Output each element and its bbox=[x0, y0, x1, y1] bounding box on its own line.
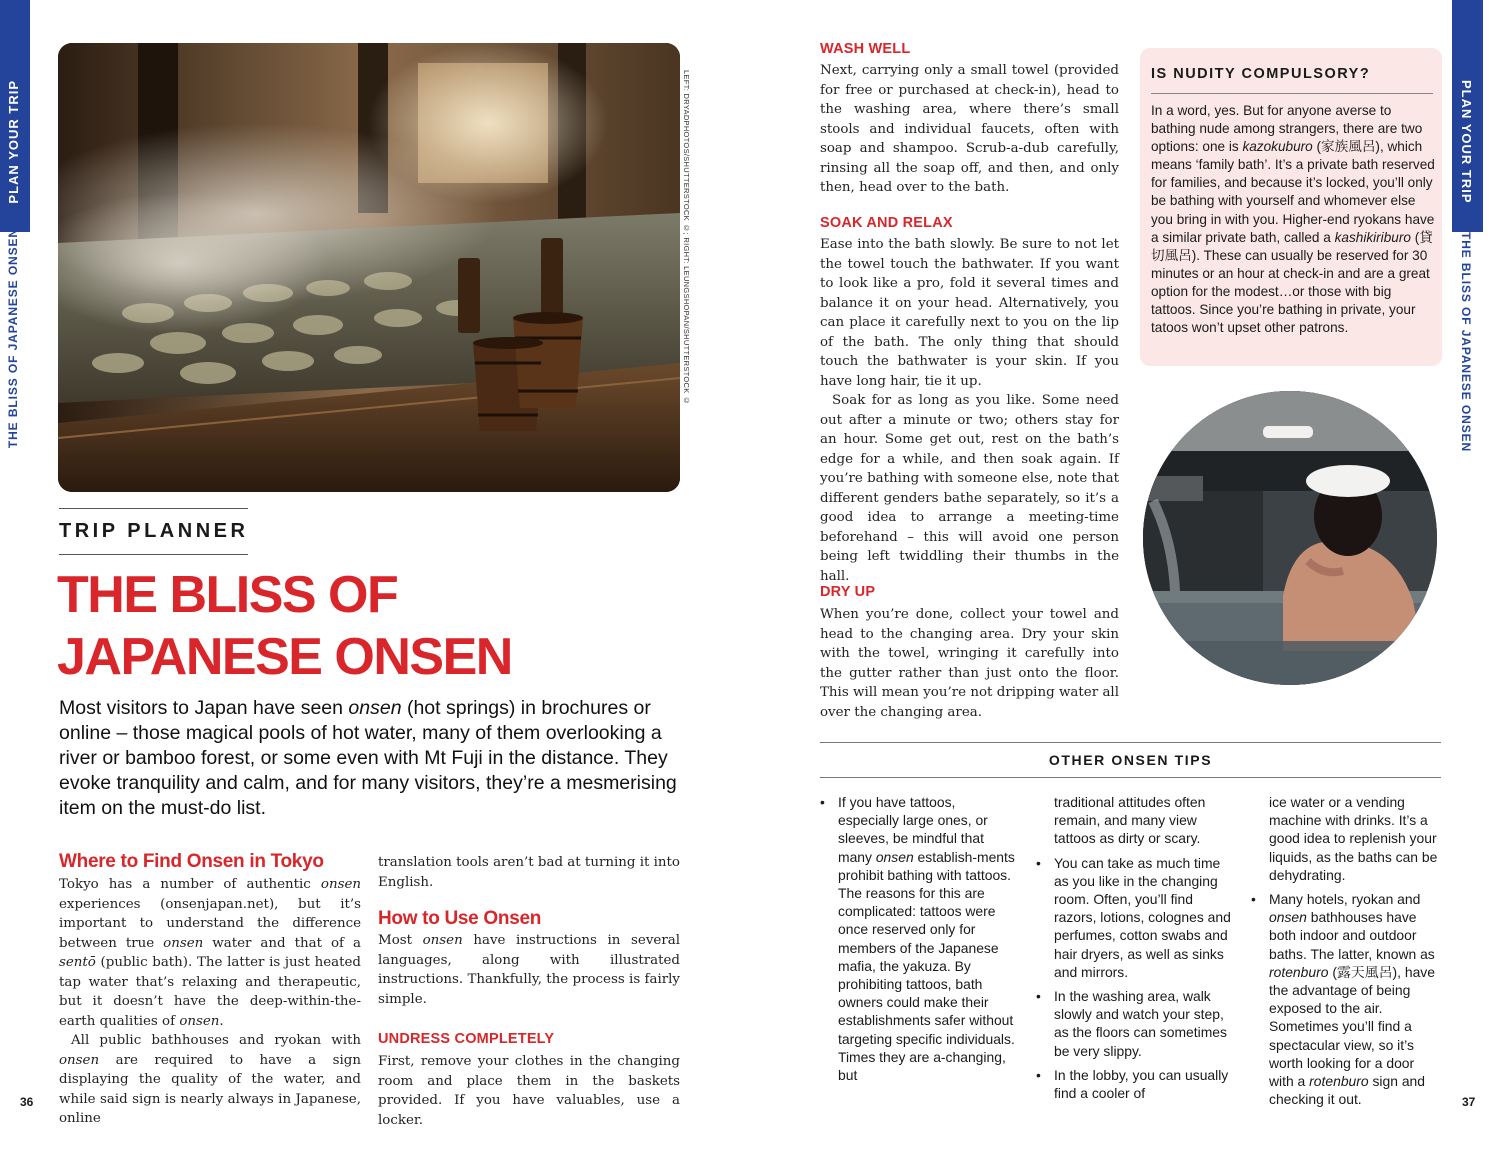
left-tab-section-label: THE BLISS OF JAPANESE ONSEN bbox=[6, 228, 20, 449]
nudity-box-title: IS NUDITY COMPULSORY? bbox=[1151, 66, 1371, 82]
tip-item-changing-room: • You can take as much time as you like in the changing room. Often, you’ll find razors, lotions, colognes and perfumes, cotton swabs and hair dryers, as well as sinks and mirrors. bbox=[1036, 854, 1232, 981]
right-tab-section-label: THE BLISS OF JAPANESE ONSEN bbox=[1459, 232, 1473, 453]
where-heading: Where to Find Onsen in Tokyo bbox=[59, 851, 324, 872]
tip-item-lobby: • In the lobby, you can usually find a cooler of bbox=[1036, 1066, 1232, 1102]
trip-planner-kicker: TRIP PLANNER bbox=[59, 520, 249, 542]
kicker-rule-bottom bbox=[59, 554, 248, 555]
undress-heading: UNDRESS COMPLETELY bbox=[378, 1031, 555, 1047]
onsen-bath-photo bbox=[58, 43, 680, 492]
tips-rule-bottom bbox=[820, 777, 1441, 778]
tips-rule-top bbox=[820, 742, 1441, 743]
nudity-box-rule bbox=[1151, 93, 1433, 94]
where-paragraph-1: Tokyo has a number of authentic onsen experiences (onsenjapan.net), but it’s important to understand the difference between true onsen water and that of a sentō (public bath). The latter is just heated tap water that’s relaxing and therapeutic, but it doesn’t have the deep-within-the-earth qualities of onsen. bbox=[59, 877, 361, 1029]
page-title-line1: THE BLISS OF bbox=[57, 566, 398, 624]
tip-item-tattoos: • If you have tattoos, especially large ones, or sleeves, be mindful that many onsen establish-ments prohibit bathing with tattoos. The reasons for this are complicated: tattoos were once reserved only for members of the Japanese mafia, the yakuza. By prohibiting tattoos, bath owners could make their establishments safer without targeting specific individuals. Times they are a-changing, but bbox=[820, 793, 1015, 1084]
how-body: Most onsen have instructions in several languages, along with illustrated instructions. Thankfully, the process is fairly simple. bbox=[378, 933, 680, 1007]
wash-heading: WASH WELL bbox=[820, 41, 911, 57]
bather-illustration bbox=[1143, 391, 1437, 685]
undress-body: First, remove your clothes in the changing room and place them in the baskets provided. If you have valuables, use a locker. bbox=[378, 1054, 680, 1128]
soak-paragraph-1: Ease into the bath slowly. Be sure to not let the towel touch the bathwater. If you want to look like a pro, fold it several times and balance it on your head. Alternatively, you can place it carefully next to you on the lip of the bath. The only thing that should touch the bathwater is your skin. If you have long hair, tie it up. bbox=[820, 237, 1119, 389]
bather-photo bbox=[1143, 391, 1437, 685]
tips-column-2 bbox=[1036, 793, 1232, 1108]
right-tab-plan-label: PLAN YOUR TRIP bbox=[1459, 80, 1474, 204]
dry-heading: DRY UP bbox=[820, 584, 876, 600]
page-title bbox=[57, 564, 677, 688]
soak-heading: SOAK AND RELAX bbox=[820, 215, 953, 231]
where-paragraph-2: All public bathhouses and ryokan with onsen are required to have a sign displaying the quality of the water, and while said sign is nearly always in Japanese, online bbox=[59, 1033, 361, 1126]
tips-column-1 bbox=[820, 793, 1015, 1090]
page-number-right: 37 bbox=[1462, 1095, 1476, 1109]
how-heading: How to Use Onsen bbox=[378, 908, 542, 929]
tip-item-outdoor-baths: • Many hotels, ryokan and onsen bathhouses have both indoor and outdoor baths. The latter, known as rotenburo (露天風呂), have the advantage of being exposed to the air. Sometimes you’ll find a spectacular view, so it’s worth looking for a door with a rotenburo sign and checking it out. bbox=[1251, 890, 1441, 1108]
tip-item-washing-area: • In the washing area, walk slowly and watch your step, as the floors can sometimes be very slippy. bbox=[1036, 987, 1232, 1060]
intro-paragraph: Most visitors to Japan have seen onsen (hot springs) in brochures or online – those magical pools of hot water, many of them overlooking a river or bamboo forest, or some even with Mt Fuji in the distance. They evoke tranquility and calm, and for many visitors, they’re a mesmerising item on the must-do list. bbox=[59, 697, 677, 819]
wash-body: Next, carrying only a small towel (provided for free or purchased at check-in), head to the washing area, where there’s small stools and individual faucets, often with soap and shampoo. Scrub-a-dub carefully, rinsing all the soap off, and then, and only then, head over to the bath. bbox=[820, 63, 1119, 195]
page-title-line2: JAPANESE ONSEN bbox=[57, 628, 512, 686]
tips-title: OTHER ONSEN TIPS bbox=[1048, 752, 1213, 768]
photo-credit: LEFT: DRYADPHOTOS/SHUTTERSTOCK ©; RIGHT: LEUNGSHOPAN/SHUTTERSTOCK © bbox=[682, 70, 691, 406]
dry-body: When you’re done, collect your towel and head to the changing area. Dry your skin with the towel, wringing it carefully into the gutter rather than just onto the floor. This will mean you’re not dripping water all over the changing area. bbox=[820, 607, 1119, 720]
page-number-left: 36 bbox=[20, 1095, 34, 1109]
where-continuation: translation tools aren’t bad at turning it into English. bbox=[378, 855, 680, 890]
left-tab-plan-label: PLAN YOUR TRIP bbox=[6, 80, 21, 204]
where-body bbox=[59, 875, 361, 1129]
soak-body bbox=[820, 235, 1119, 586]
tip-item-lobby-continued: ice water or a vending machine with drinks. It’s a good idea to replenish your liquids, as the baths can be dehydrating. bbox=[1269, 794, 1438, 883]
tips-column-3 bbox=[1251, 793, 1441, 1114]
soak-paragraph-2: Soak for as long as you like. Some need out after a minute or two; others stay for an hour. Some get out, rest on the bath’s edge for a while, and then soak again. If you’re bathing with someone else, note that different genders bathe separately, so it’s a good idea to arrange a meeting-time beforehand – this will avoid one person being left twiddling their thumbs in the hall. bbox=[820, 393, 1119, 584]
onsen-bath-illustration bbox=[58, 43, 680, 492]
kicker-rule-top bbox=[59, 508, 248, 509]
tip-item-tattoos-continued: traditional attitudes often remain, and many view tattoos as dirty or scary. bbox=[1054, 794, 1206, 847]
nudity-box-text: In a word, yes. But for anyone averse to bathing nude among strangers, there are two options: one is kazokuburo (家族風呂), which means ‘family bath’. It’s a private bath reserved for families, and because it’s locked, you’ll only be bathing with yourself and whomever else you bring in with you. Higher-end ryokans have a similar private bath, called a kashikiriburo (貸切風呂). These can usually be reserved for 30 minutes or an hour at check-in and are a great option for the modest…or those with big tattoos. Since you’re bathing in private, your tatoos won’t upset other patrons. bbox=[1151, 103, 1435, 336]
